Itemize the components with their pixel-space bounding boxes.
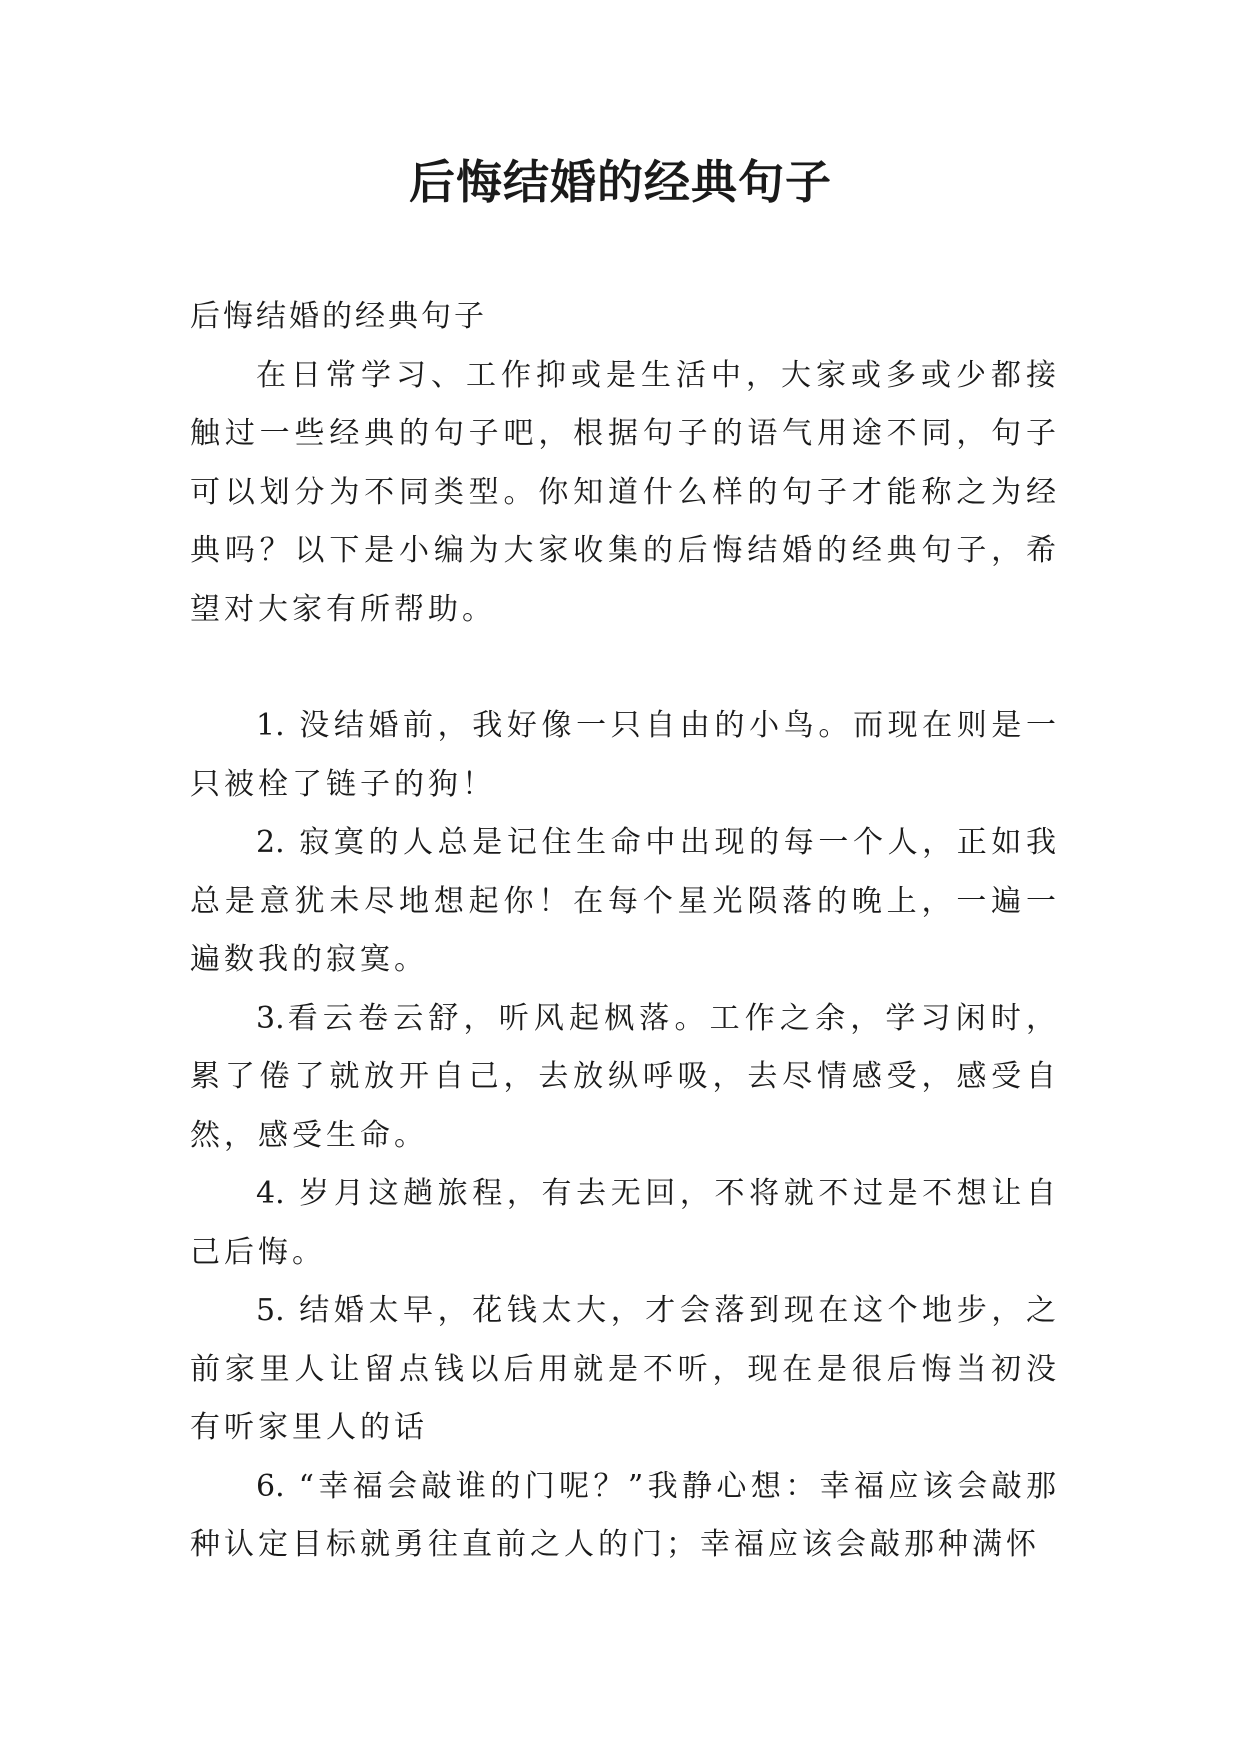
item-number: 5. <box>256 1293 285 1328</box>
item-text: “幸福会敲谁的门呢？”我静心想：幸福应该会敲那种认定目标就勇往直前之人的门；幸福应该会敲那种满怀 <box>190 1468 1060 1562</box>
list-item <box>190 1458 1060 1575</box>
item-text: 寂寞的人总是记住生命中出现的每一个人，正如我总是意犹未尽地想起你！在每个星光陨落的晚上，一遍一遍数我的寂寞。 <box>190 825 1060 977</box>
list-item <box>190 1282 1060 1458</box>
item-text: 岁月这趟旅程，有去无回，不将就不过是不想让自己后悔。 <box>190 1176 1060 1270</box>
paragraph-gap <box>190 639 1060 697</box>
list-item <box>190 697 1060 814</box>
list-item <box>190 1165 1060 1282</box>
item-number: 1. <box>256 708 285 743</box>
document-title: 后悔结婚的经典句子 <box>409 155 832 209</box>
item-text: 没结婚前，我好像一只自由的小鸟。而现在则是一只被栓了链子的狗！ <box>190 708 1060 802</box>
item-text: 看云卷云舒，听风起枫落。工作之余，学习闲时，累了倦了就放开自己，去放纵呼吸，去尽情感受，感受自然，感受生命。 <box>190 1000 1060 1153</box>
document-body <box>190 288 1060 1575</box>
item-number: 2. <box>256 825 285 860</box>
item-number: 4. <box>256 1176 285 1211</box>
list-item <box>190 814 1060 990</box>
item-number: 6. <box>256 1468 285 1504</box>
item-number: 3. <box>256 1000 285 1036</box>
intro-paragraph: 在日常学习、工作抑或是生活中，大家或多或少都接触过一些经典的句子吧，根据句子的语气用途不同，句子可以划分为不同类型。你知道什么样的句子才能称之为经典吗？以下是小编为大家收集的后悔结婚的经典句子，希望对大家有所帮助。 <box>190 357 1060 627</box>
item-text: 结婚太早，花钱太大，才会落到现在这个地步，之前家里人让留点钱以后用就是不听，现在是很后悔当初没有听家里人的话 <box>190 1293 1060 1445</box>
document-subtitle: 后悔结婚的经典句子 <box>190 299 487 334</box>
list-item <box>190 990 1060 1166</box>
